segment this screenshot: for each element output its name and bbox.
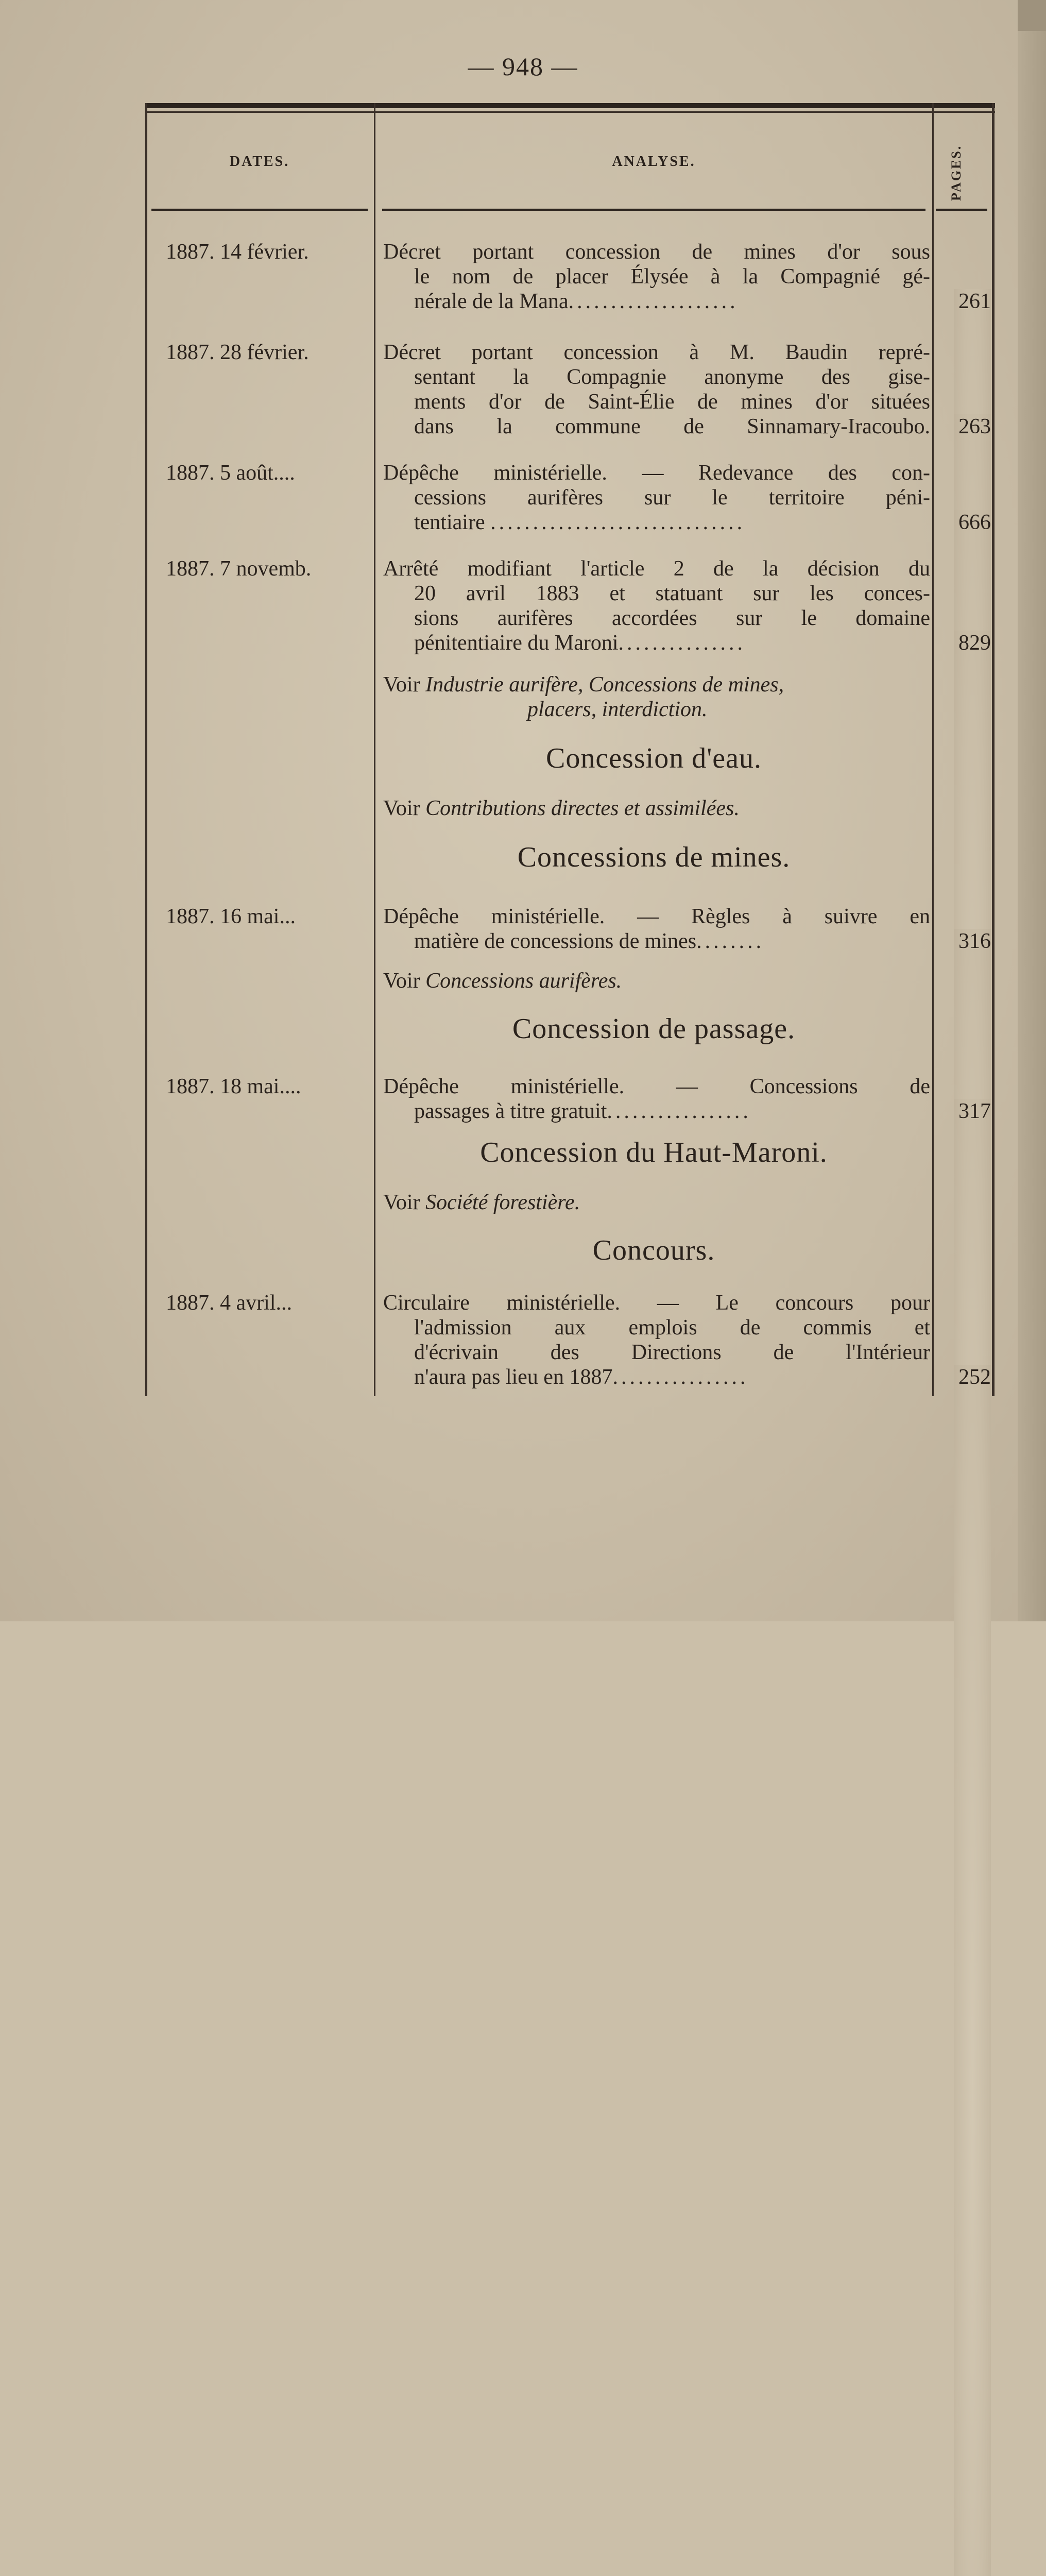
section-heading: Concours.	[592, 1234, 715, 1266]
table-top-rule	[145, 103, 995, 108]
entry-date: 1887. 14 février.	[166, 240, 309, 264]
leader-dots: ...............	[618, 631, 746, 655]
entry-line: ments d'or de Saint-Élie de mines d'or situées	[414, 390, 930, 414]
voir-prefix: Voir	[383, 1191, 426, 1214]
entry-line: Circulaire ministérielle. — Le concours pour	[383, 1291, 930, 1315]
entry-line	[383, 510, 930, 535]
entry-line-text: n'aura pas lieu en 1887	[414, 1365, 613, 1389]
entry-line: 20 avril 1883 et statuant sur les conces-	[414, 582, 930, 605]
page-edge	[1018, 0, 1046, 1621]
entry-line: dans la commune de Sinnamary-Iracoubo.	[414, 415, 930, 438]
header-rule-dates	[151, 209, 368, 211]
entry-date: 1887. 4 avril...	[166, 1291, 292, 1315]
voir-reference: Concessions aurifères.	[425, 969, 622, 993]
section-heading: Concessions de mines.	[517, 841, 791, 873]
entry-analyse	[383, 1074, 930, 1124]
voir-reference: Contributions directes et assimilées.	[425, 796, 740, 820]
entry-analyse	[383, 904, 930, 954]
entry-line: Décret portant concession de mines d'or sous	[383, 240, 930, 264]
cross-reference	[383, 672, 930, 722]
entry-line: Dépêche ministérielle. — Concessions de	[383, 1075, 930, 1098]
cross-reference	[383, 796, 930, 821]
section-heading: Concession d'eau.	[545, 742, 762, 774]
voir-prefix: Voir	[383, 969, 426, 993]
table-top-rule-thin	[145, 111, 995, 113]
entry-line: d'écrivain des Directions de l'Intérieur	[414, 1341, 930, 1364]
entry-line	[383, 289, 930, 314]
header-pages: PAGES.	[949, 144, 964, 201]
entry-line	[383, 1365, 930, 1389]
voir-prefix: Voir	[383, 796, 426, 820]
entry-analyse	[383, 240, 930, 314]
entry-line-text: nérale de la Mana	[414, 290, 569, 313]
entry-line	[383, 631, 930, 655]
entry-line: Décret portant concession à M. Baudin repré-	[383, 341, 930, 364]
entry-line	[383, 929, 930, 954]
entry-analyse	[383, 556, 930, 655]
entry-line: Dépêche ministérielle. — Règles à suivre en	[383, 905, 930, 928]
entry-line	[383, 1099, 930, 1124]
entry-page: 261	[954, 289, 991, 1910]
entry-line: sentant la Compagnie anonyme des gise-	[414, 365, 930, 389]
entry-line-text: pénitentiaire du Maroni	[414, 631, 619, 655]
voir-reference: Industrie aurifère, Concessions de mines,	[425, 673, 784, 697]
entry-line-text: passages à titre gratuit	[414, 1099, 607, 1123]
entry-line: Dépêche ministérielle. — Redevance des con-	[383, 461, 930, 485]
entry-line: sions aurifères accordées sur le domaine	[414, 606, 930, 630]
entry-page: 829	[954, 631, 991, 2252]
entry-page: 252	[954, 1365, 991, 2576]
entry-date: 1887. 18 mai....	[166, 1075, 301, 1098]
voir-prefix: Voir	[383, 673, 426, 697]
voir-reference-continued: placers, interdiction.	[527, 698, 708, 721]
entry-analyse	[383, 461, 930, 535]
header-analyse: ANALYSE.	[612, 154, 696, 170]
entry-line: l'admission aux emplois de commis et	[414, 1316, 930, 1340]
voir-reference: Société forestière.	[425, 1191, 580, 1214]
entry-page: 666	[954, 510, 991, 2131]
header-rule-analyse	[382, 209, 925, 211]
header-dates: DATES.	[229, 154, 290, 170]
entry-date: 1887. 5 août....	[166, 461, 295, 485]
leader-dots: ........	[696, 929, 765, 953]
entry-date: 1887. 28 février.	[166, 341, 309, 364]
index-table	[145, 103, 995, 1396]
leader-dots: ................	[612, 1365, 749, 1389]
entry-analyse	[383, 340, 930, 439]
entry-line: le nom de placer Élysée à la Compagnié gé-	[414, 265, 930, 289]
entry-page: 316	[954, 929, 991, 2550]
cross-reference	[383, 1190, 930, 1215]
table-right-border	[992, 103, 994, 1396]
page-corner	[1018, 0, 1046, 31]
entry-analyse	[383, 1291, 930, 1389]
entry-date: 1887. 7 novemb.	[166, 557, 312, 581]
entry-line: cessions aurifères sur le territoire péni-	[414, 486, 930, 510]
entry-page: 263	[954, 414, 991, 2036]
cross-reference	[383, 969, 930, 993]
section-heading: Concession du Haut-Maroni.	[480, 1137, 828, 1168]
leader-dots: ....................	[568, 290, 739, 313]
table-left-border	[145, 103, 147, 1396]
entry-line-text: matière de concessions de mines	[414, 929, 697, 953]
page-number: — 948 —	[468, 52, 578, 81]
entry-page: 317	[954, 1099, 991, 2576]
entry-date: 1887. 16 mai...	[166, 905, 296, 928]
leader-dots: .................	[607, 1099, 751, 1123]
entry-line-text: tentiaire	[414, 511, 485, 534]
leader-dots: ..............................	[490, 511, 746, 534]
section-heading: Concession de passage.	[512, 1013, 796, 1045]
column-divider-analyse	[932, 103, 934, 1396]
header-rule-pages	[936, 209, 987, 211]
entry-line: Arrêté modifiant l'article 2 de la décision du	[383, 557, 930, 581]
